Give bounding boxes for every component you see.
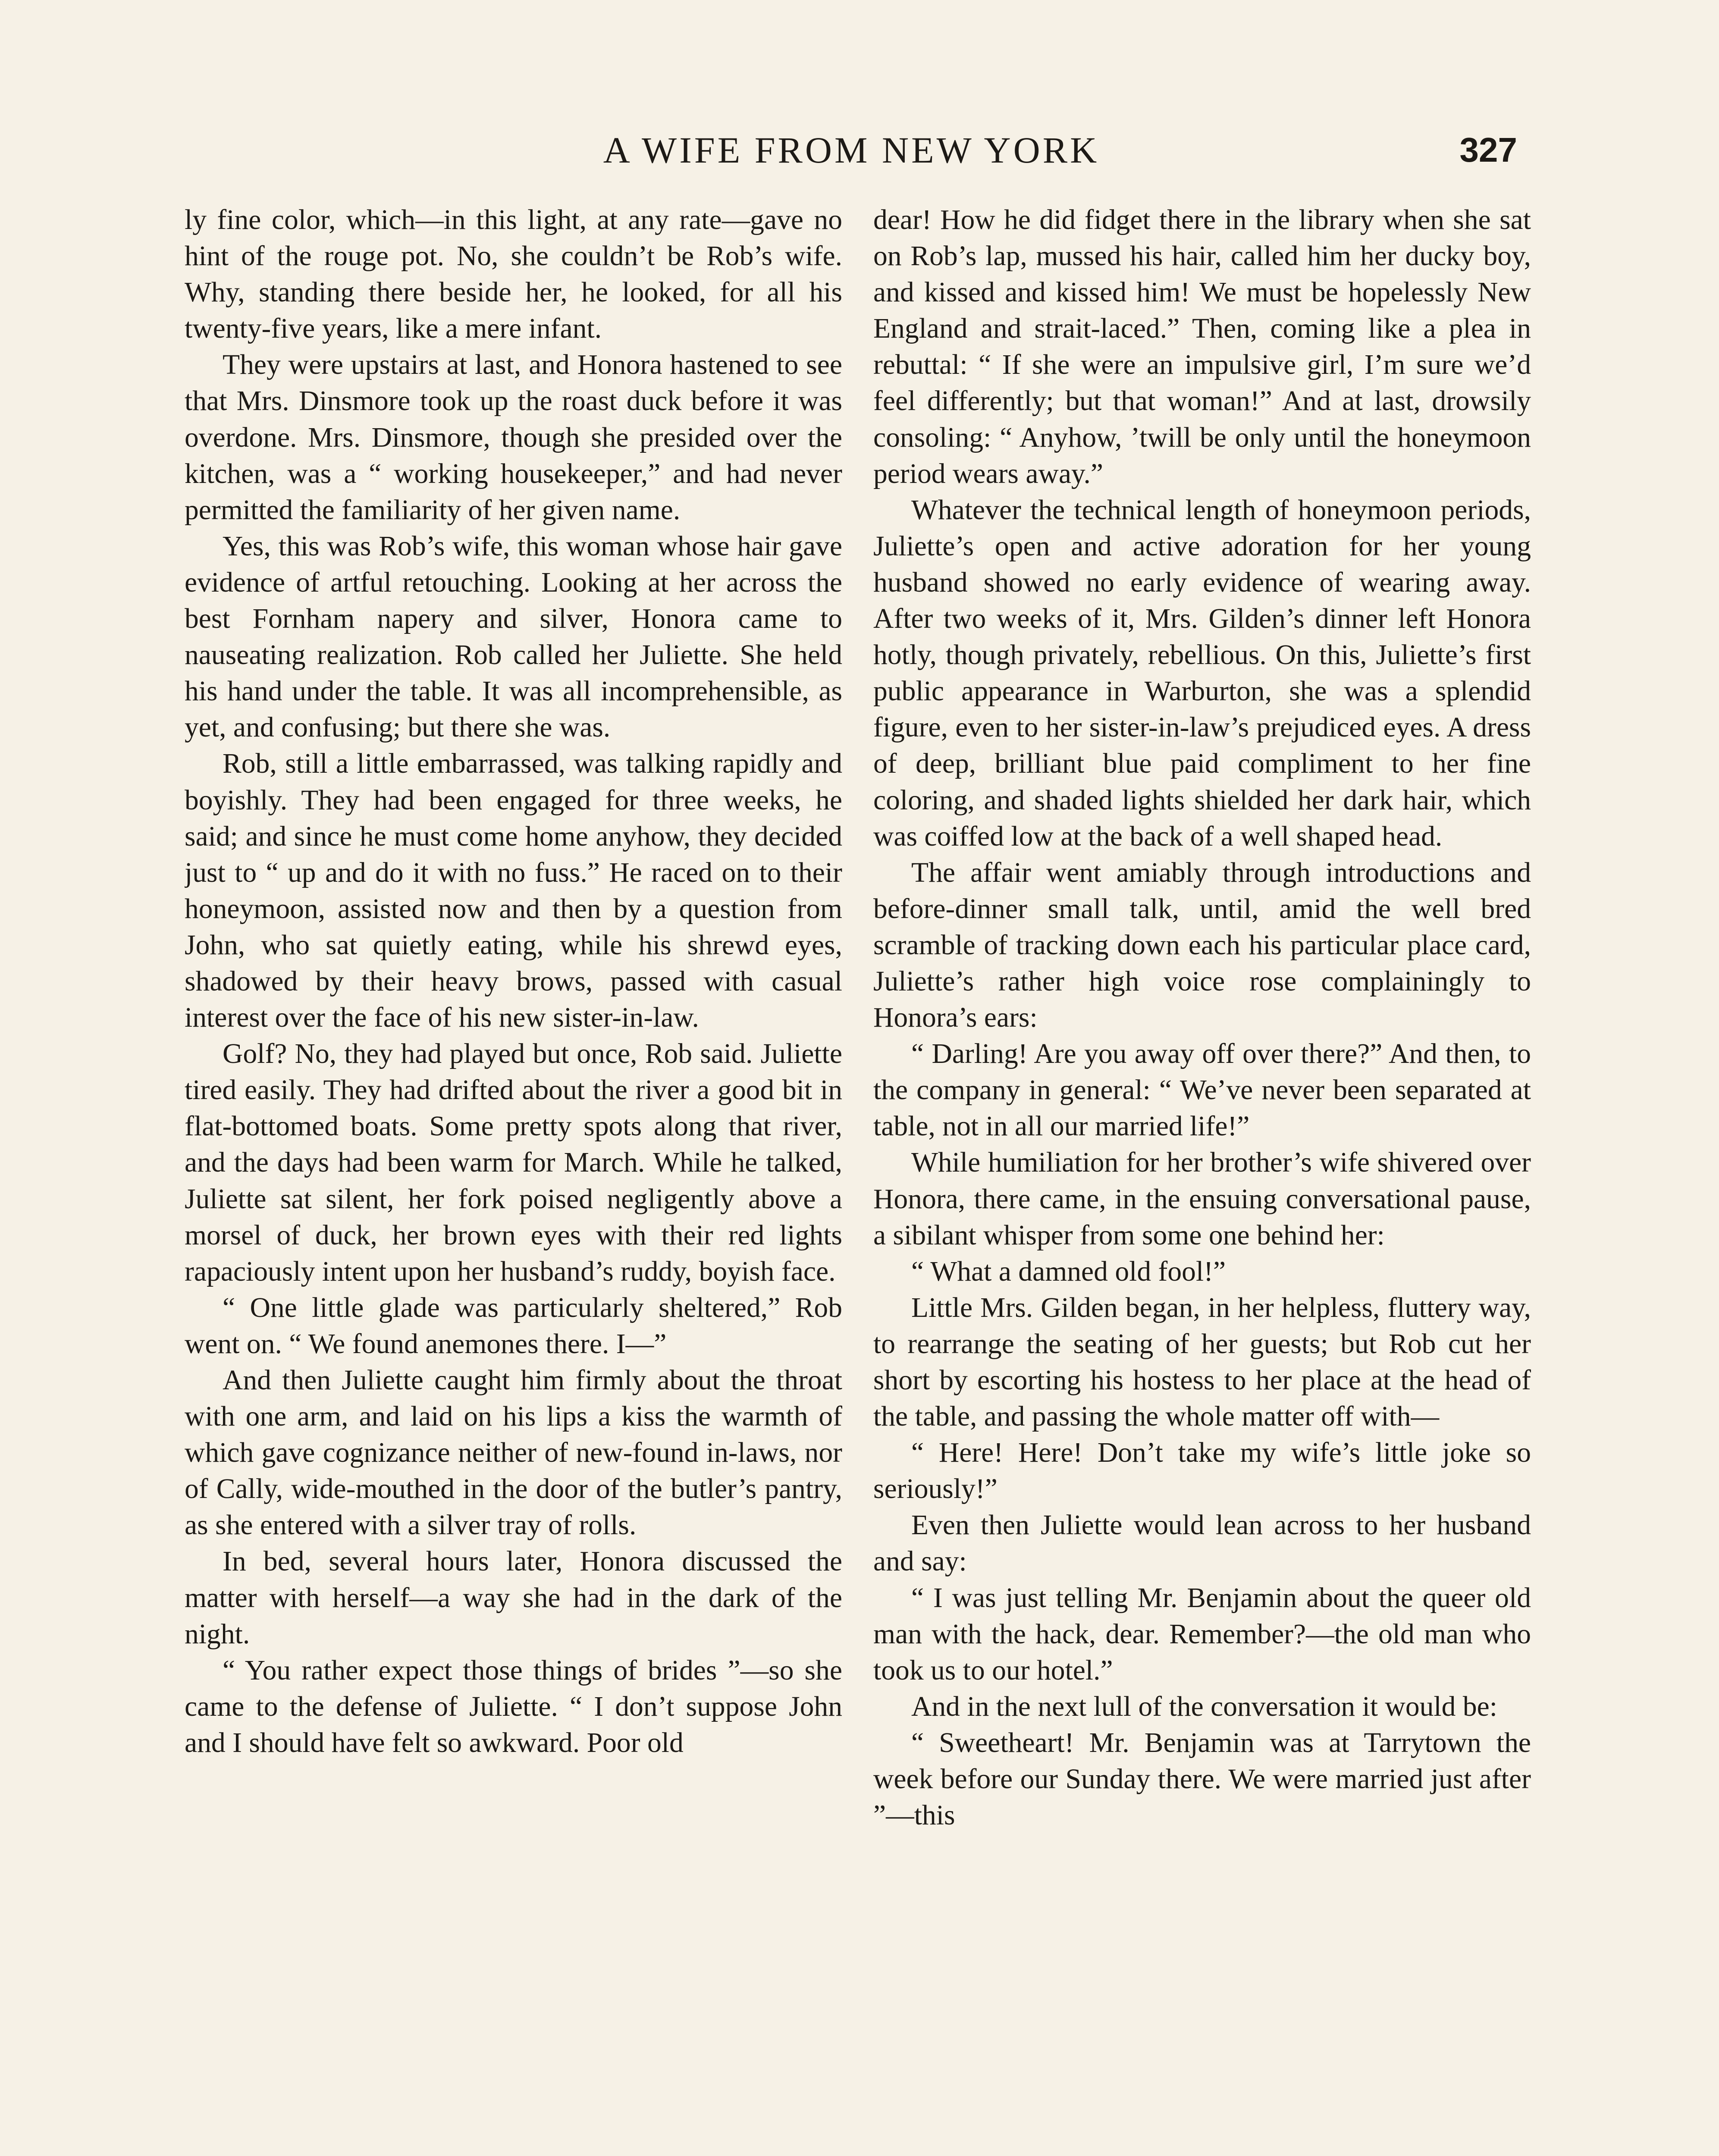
- paragraph: In bed, several hours later, Honora discussed the matter with herself—a way she had in the dark of the night.: [185, 1546, 842, 1650]
- paragraph: ly fine color, which—in this light, at any rate—gave no hint of the rouge pot. No, she couldn’t be Rob’s wife. Why, standing there beside her, he looked, for all his twenty-five years, like a mere infant.: [185, 204, 842, 345]
- page-number: 327: [1459, 131, 1517, 169]
- paragraph: Little Mrs. Gilden began, in her helpless, fluttery way, to rearrange the seating of her guests; but Rob cut her short by escorting his hostess to her place at the head of the table, and passing the whole matter off with—: [873, 1292, 1531, 1432]
- paragraph: “ You rather expect those things of brides ”—so she came to the defense of Juliette. “ I don’t suppose John and I should have felt so awkward. Poor old: [185, 1655, 842, 1758]
- paragraph: Golf? No, they had played but once, Rob said. Juliette tired easily. They had drifted about the river a good bit in flat-bottomed boats. Some pretty spots along that river, and the days had been warm for March. While he talked, Juliette sat silent, her fork poised negligently above a morsel of duck, her brown eyes with their red lights rapaciously intent upon her husband’s ruddy, boyish face.: [185, 1038, 842, 1287]
- left-text-column: [185, 202, 842, 2156]
- paragraph: Even then Juliette would lean across to her husband and say:: [873, 1510, 1531, 1577]
- page-header: [185, 116, 1517, 185]
- paragraph: Rob, still a little embarrassed, was talking rapidly and boyishly. They had been engaged for three weeks, he said; and since he must come home anyhow, they decided just to “ up and do it with no fuss.” He raced on to their honeymoon, assisted now and then by a question from John, who sat quietly eating, while his shrewd eyes, shadowed by their heavy brows, passed with casual interest over the face of his new sister-in-law.: [185, 748, 842, 1034]
- paragraph: “ Sweetheart! Mr. Benjamin was at Tarrytown the week before our Sunday there. We were married just after ”—this: [873, 1727, 1531, 1831]
- paragraph: While humiliation for her brother’s wife shivered over Honora, there came, in the ensuing conversational pause, a sibilant whisper from some one behind her:: [873, 1147, 1531, 1251]
- paragraph: Whatever the technical length of honeymoon periods, Juliette’s open and active adoration for her young husband showed no early evidence of wearing away. After two weeks of it, Mrs. Gilden’s dinner left Honora hotly, though privately, rebellious. On this, Juliette’s first public appearance in Warburton, she was a splendid figure, even to her sister-in-law’s prejudiced eyes. A dress of deep, brilliant blue paid compliment to her fine coloring, and shaded lights shielded her dark hair, which was coiffed low at the back of a well shaped head.: [873, 494, 1531, 852]
- paragraph: dear! How he did fidget there in the library when she sat on Rob’s lap, mussed his hair, called him her ducky boy, and kissed and kissed him! We must be hopelessly New England and strait-laced.” Then, coming like a plea in rebuttal: “ If she were an impulsive girl, I’m sure we’d feel differently; but that woman!” And at last, drowsily consoling: “ Anyhow, ’twill be only until the honeymoon period wears away.”: [873, 204, 1531, 489]
- paragraph: “ I was just telling Mr. Benjamin about the queer old man with the hack, dear. Remember?—the old man who took us to our hotel.”: [873, 1582, 1531, 1686]
- right-text-column: [873, 202, 1531, 2156]
- paragraph: “ What a damned old fool!”: [911, 1256, 1226, 1287]
- paragraph: “ Here! Here! Don’t take my wife’s little joke so seriously!”: [873, 1437, 1531, 1505]
- running-title: A WIFE FROM NEW YORK: [603, 129, 1100, 171]
- paragraph: They were upstairs at last, and Honora hastened to see that Mrs. Dinsmore took up the roast duck before it was overdone. Mrs. Dinsmore, though she presided over the kitchen, was a “ working housekeeper,” and had never permitted the familiarity of her given name.: [185, 349, 842, 526]
- paragraph: “ Darling! Are you away off over there?” And then, to the company in general: “ We’ve never been separated at table, not in all our married life!”: [873, 1038, 1531, 1142]
- paragraph: “ One little glade was particularly sheltered,” Rob went on. “ We found anemones there. I—”: [185, 1292, 842, 1360]
- paragraph: Yes, this was Rob’s wife, this woman whose hair gave evidence of artful retouching. Looking at her across the best Fornham napery and silver, Honora came to nauseating realization. Rob called her Juliette. She held his hand under the table. It was all incomprehensible, as yet, and confusing; but there she was.: [185, 530, 842, 743]
- paragraph: And then Juliette caught him firmly about the throat with one arm, and laid on his lips a kiss the warmth of which gave cognizance neither of new-found in-laws, nor of Cally, wide-mouthed in the door of the butler’s pantry, as she entered with a silver tray of rolls.: [185, 1365, 842, 1541]
- paragraph: And in the next lull of the conversation it would be:: [911, 1691, 1497, 1722]
- paragraph: The affair went amiably through introductions and before-dinner small talk, until, amid the well bred scramble of tracking down each his particular place card, Juliette’s rather high voice rose complainingly to Honora’s ears:: [873, 857, 1531, 1034]
